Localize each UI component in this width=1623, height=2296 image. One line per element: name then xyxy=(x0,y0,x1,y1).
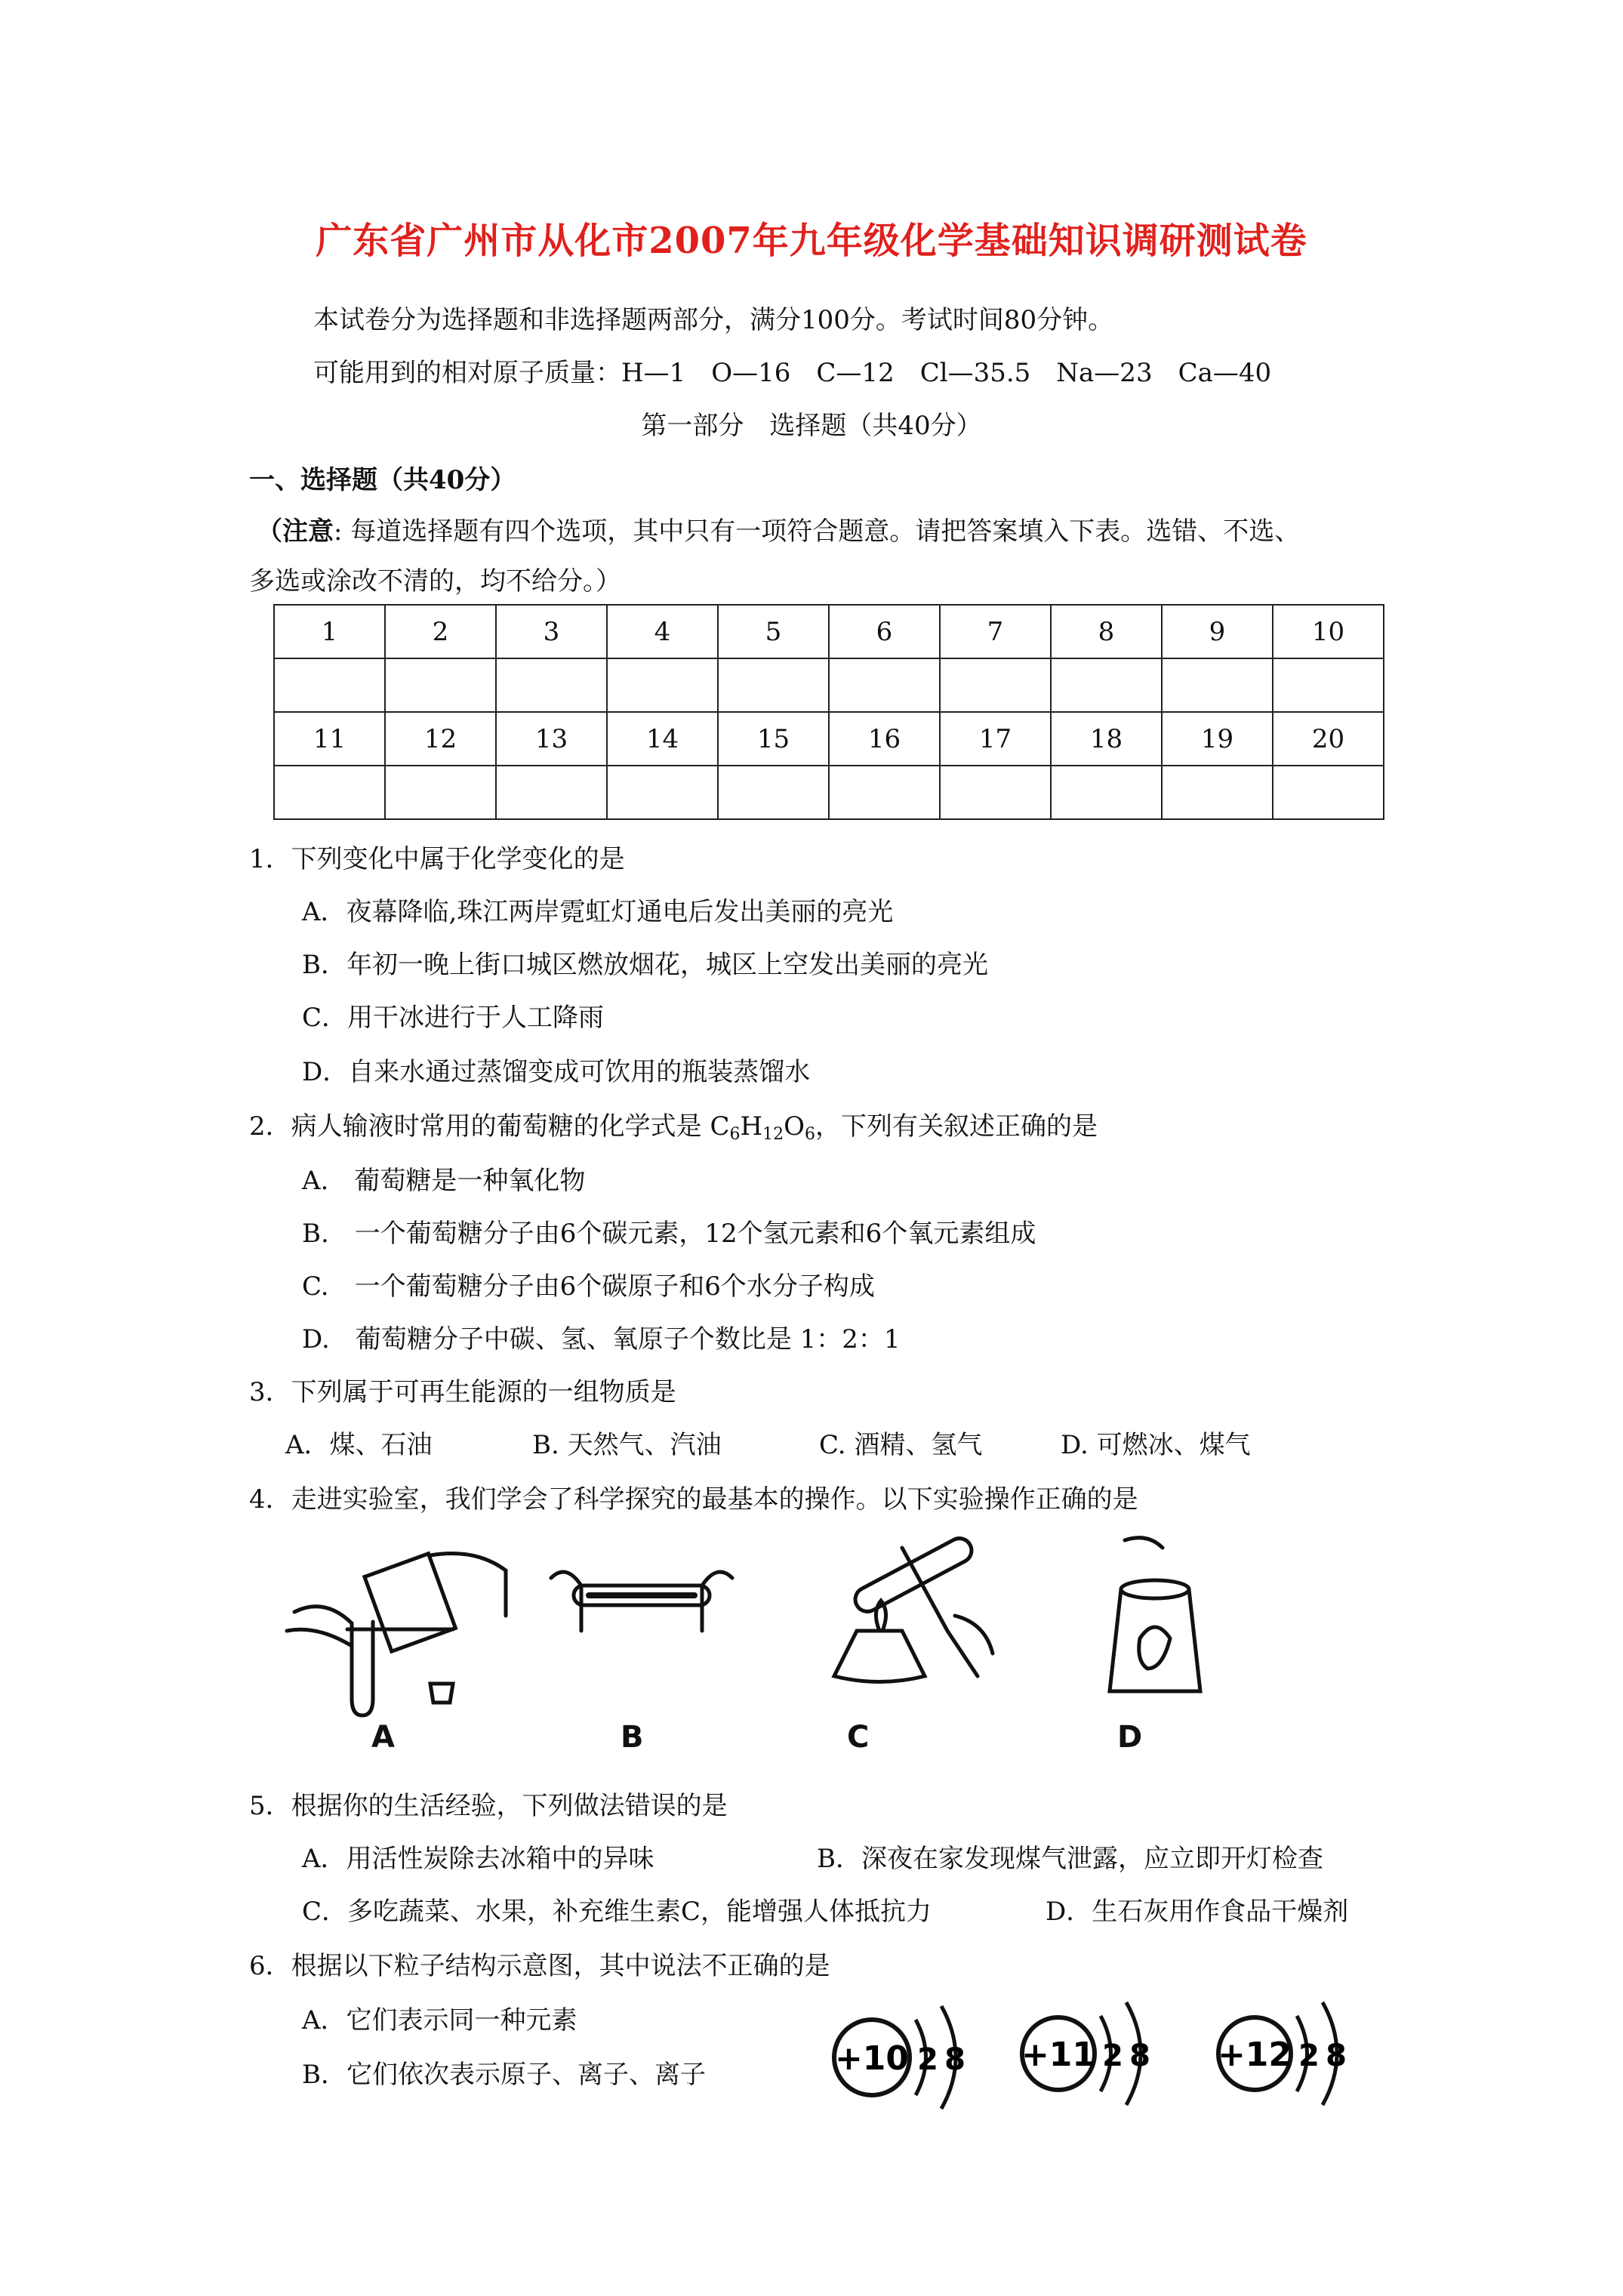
hand-left xyxy=(294,1607,352,1623)
question-1-option-b: B．年初一晚上街口城区燃放烟花，城区上空发出美丽的亮光 xyxy=(302,950,988,980)
hand xyxy=(1125,1538,1163,1548)
table-cell: 17 xyxy=(940,712,1051,766)
question-5-option-c: C．多吃蔬菜、水果，补充维生素C，能增强人体抵抗力 xyxy=(302,1897,932,1927)
shell-2-electrons: 8 xyxy=(1326,2039,1347,2073)
answer-cell[interactable] xyxy=(718,658,829,712)
table-cell: 4 xyxy=(607,605,718,658)
shell-1-electrons: 2 xyxy=(1102,2039,1123,2073)
lab-figure-c xyxy=(812,1518,1008,1699)
page-title: 广东省广州市从化市2007年九年级化学基础知识调研测试卷 xyxy=(316,220,1307,262)
nucleus-charge: +12 xyxy=(1217,2036,1292,2074)
nucleus-charge: +11 xyxy=(1021,2036,1096,2074)
answer-table-header-row-1 xyxy=(274,605,1384,658)
answer-cell[interactable] xyxy=(1051,766,1162,819)
table-cell: 2 xyxy=(385,605,496,658)
shell-2-electrons: 8 xyxy=(1129,2039,1150,2073)
table-cell: 3 xyxy=(496,605,607,658)
question-5-option-a: A．用活性炭除去冰箱中的异味 xyxy=(302,1844,654,1874)
question-6-stem: 6．根据以下粒子结构示意图，其中说法不正确的是 xyxy=(249,1951,830,1981)
question-2-option-a: A. 葡萄糖是一种氧化物 xyxy=(302,1166,586,1196)
question-2-stem xyxy=(249,1105,1098,1144)
question-3-stem: 3．下列属于可再生能源的一组物质是 xyxy=(249,1377,676,1407)
answer-cell[interactable] xyxy=(496,658,607,712)
question-4-stem: 4．走进实验室，我们学会了科学探究的最基本的操作。以下实验操作正确的是 xyxy=(249,1484,1138,1515)
answer-cell[interactable] xyxy=(829,766,940,819)
figure-label-d: D xyxy=(1117,1720,1143,1755)
answer-cell[interactable] xyxy=(385,658,496,712)
question-1-option-c: C．用干冰进行于人工降雨 xyxy=(302,1003,605,1033)
figure-label-a: A xyxy=(371,1720,395,1755)
notice-line-1 xyxy=(257,510,1300,547)
element-symbol: O xyxy=(784,1111,805,1142)
figure-label-b: B xyxy=(621,1720,644,1755)
question-5-option-d: D．生石灰用作食品干燥剂 xyxy=(1046,1897,1349,1927)
lab-figure-d xyxy=(1079,1525,1230,1706)
question-2-option-b: B. 一个葡萄糖分子由6个碳元素，12个氢元素和6个氧元素组成 xyxy=(302,1219,1036,1249)
hand-left-lower xyxy=(287,1629,352,1646)
table-cell: 10 xyxy=(1273,605,1384,658)
answer-cell[interactable] xyxy=(1051,658,1162,712)
table-cell: 15 xyxy=(718,712,829,766)
answer-cell[interactable] xyxy=(1273,658,1384,712)
answer-cell[interactable] xyxy=(1162,766,1273,819)
figure-label-c: C xyxy=(847,1720,870,1755)
test-tube xyxy=(851,1534,975,1616)
answer-cell[interactable] xyxy=(274,766,385,819)
answer-cell[interactable] xyxy=(940,658,1051,712)
notice-text: : 每道选择题有四个选项，其中只有一项符合题意。请把答案填入下表。选错、不选、 xyxy=(334,516,1301,547)
intro-line-1: 本试卷分为选择题和非选择题两部分，满分100分。考试时间80分钟。 xyxy=(313,305,1114,335)
question-3-option-a: A．煤、石油 xyxy=(285,1430,433,1460)
question-3-option-b: B. 天然气、汽油 xyxy=(532,1430,722,1460)
notice-line-2: 多选或涂改不清的，均不给分。） xyxy=(249,566,621,596)
table-cell: 5 xyxy=(718,605,829,658)
table-cell: 18 xyxy=(1051,712,1162,766)
answer-cell[interactable] xyxy=(718,766,829,819)
lab-figure-a xyxy=(279,1540,521,1721)
flask-body xyxy=(1110,1589,1200,1691)
table-cell: 8 xyxy=(1051,605,1162,658)
question-6-option-b: B．它们依次表示原子、离子、离子 xyxy=(302,2060,706,2090)
lab-figure-b xyxy=(544,1533,740,1684)
answer-cell[interactable] xyxy=(607,766,718,819)
particle-diagram-2 xyxy=(1013,1993,1168,2125)
answer-table-blank-row-2 xyxy=(274,766,1384,819)
table-cell: 16 xyxy=(829,712,940,766)
question-3-option-c: C. 酒精、氢气 xyxy=(819,1430,983,1460)
section-heading xyxy=(249,459,516,496)
particle-diagram-3 xyxy=(1209,1993,1364,2125)
bottle-stopper xyxy=(430,1684,453,1703)
subscript: 6 xyxy=(729,1125,741,1144)
shell-1-electrons: 2 xyxy=(1298,2039,1320,2073)
question-1-stem: 1．下列变化中属于化学变化的是 xyxy=(249,844,625,874)
stem-text: 2．病人输液时常用的葡萄糖的化学式是 C xyxy=(249,1111,730,1142)
nucleus-charge: +10 xyxy=(834,2039,910,2078)
table-cell: 20 xyxy=(1273,712,1384,766)
question-5-stem: 5．根据你的生活经验，下列做法错误的是 xyxy=(249,1791,728,1821)
table-cell: 11 xyxy=(274,712,385,766)
flask-contents xyxy=(1139,1627,1170,1669)
answer-cell[interactable] xyxy=(1273,766,1384,819)
question-3-option-d: D. 可燃冰、煤气 xyxy=(1061,1430,1251,1460)
question-1-option-a: A．夜幕降临,珠江两岸霓虹灯通电后发出美丽的亮光 xyxy=(302,897,894,927)
table-cell: 9 xyxy=(1162,605,1273,658)
answer-table xyxy=(273,604,1384,820)
answer-cell[interactable] xyxy=(274,658,385,712)
question-2-option-d: D. 葡萄糖分子中碳、氢、氧原子个数比是 1：2：1 xyxy=(302,1324,901,1354)
shell-2-electrons: 8 xyxy=(944,2042,965,2077)
question-2-option-c: C. 一个葡萄糖分子由6个碳原子和6个水分子构成 xyxy=(302,1271,875,1302)
subscript: 12 xyxy=(762,1125,784,1144)
table-cell: 12 xyxy=(385,712,496,766)
table-cell: 13 xyxy=(496,712,607,766)
table-cell: 7 xyxy=(940,605,1051,658)
answer-cell[interactable] xyxy=(496,766,607,819)
element-symbol: H xyxy=(740,1111,763,1142)
table-cell: 6 xyxy=(829,605,940,658)
table-cell: 1 xyxy=(274,605,385,658)
alcohol-lamp xyxy=(834,1631,925,1682)
particle-diagram-1 xyxy=(827,1997,981,2129)
test-tube xyxy=(352,1622,373,1715)
answer-cell[interactable] xyxy=(607,658,718,712)
question-5-option-b: B．深夜在家发现煤气泄露，应立即开灯检查 xyxy=(817,1844,1323,1874)
stem-text: ，下列有关叙述正确的是 xyxy=(815,1111,1098,1142)
answer-cell[interactable] xyxy=(829,658,940,712)
table-cell: 19 xyxy=(1162,712,1273,766)
answer-cell[interactable] xyxy=(1162,658,1273,712)
answer-table-header-row-2 xyxy=(274,712,1384,766)
notice-label: （注意 xyxy=(257,516,334,547)
reagent-bottle xyxy=(365,1554,455,1651)
question-6-option-a: A．它们表示同一种元素 xyxy=(302,2005,577,2036)
part-heading: 第一部分 选择题（共40分） xyxy=(641,411,982,441)
section-heading-text: 一、选择题（共40分） xyxy=(249,465,516,495)
flask-mouth xyxy=(1121,1580,1189,1598)
shell-1-electrons: 2 xyxy=(917,2042,938,2077)
subscript: 6 xyxy=(804,1125,815,1144)
table-cell: 14 xyxy=(607,712,718,766)
intro-line-2: 可能用到的相对原子质量：H—1 O—16 C—12 Cl—35.5 Na—23 Ca—40 xyxy=(313,358,1272,388)
answer-table-blank-row-1 xyxy=(274,658,1384,712)
question-1-option-d: D．自来水通过蒸馏变成可饮用的瓶装蒸馏水 xyxy=(302,1057,811,1087)
answer-cell[interactable] xyxy=(940,766,1051,819)
answer-cell[interactable] xyxy=(385,766,496,819)
